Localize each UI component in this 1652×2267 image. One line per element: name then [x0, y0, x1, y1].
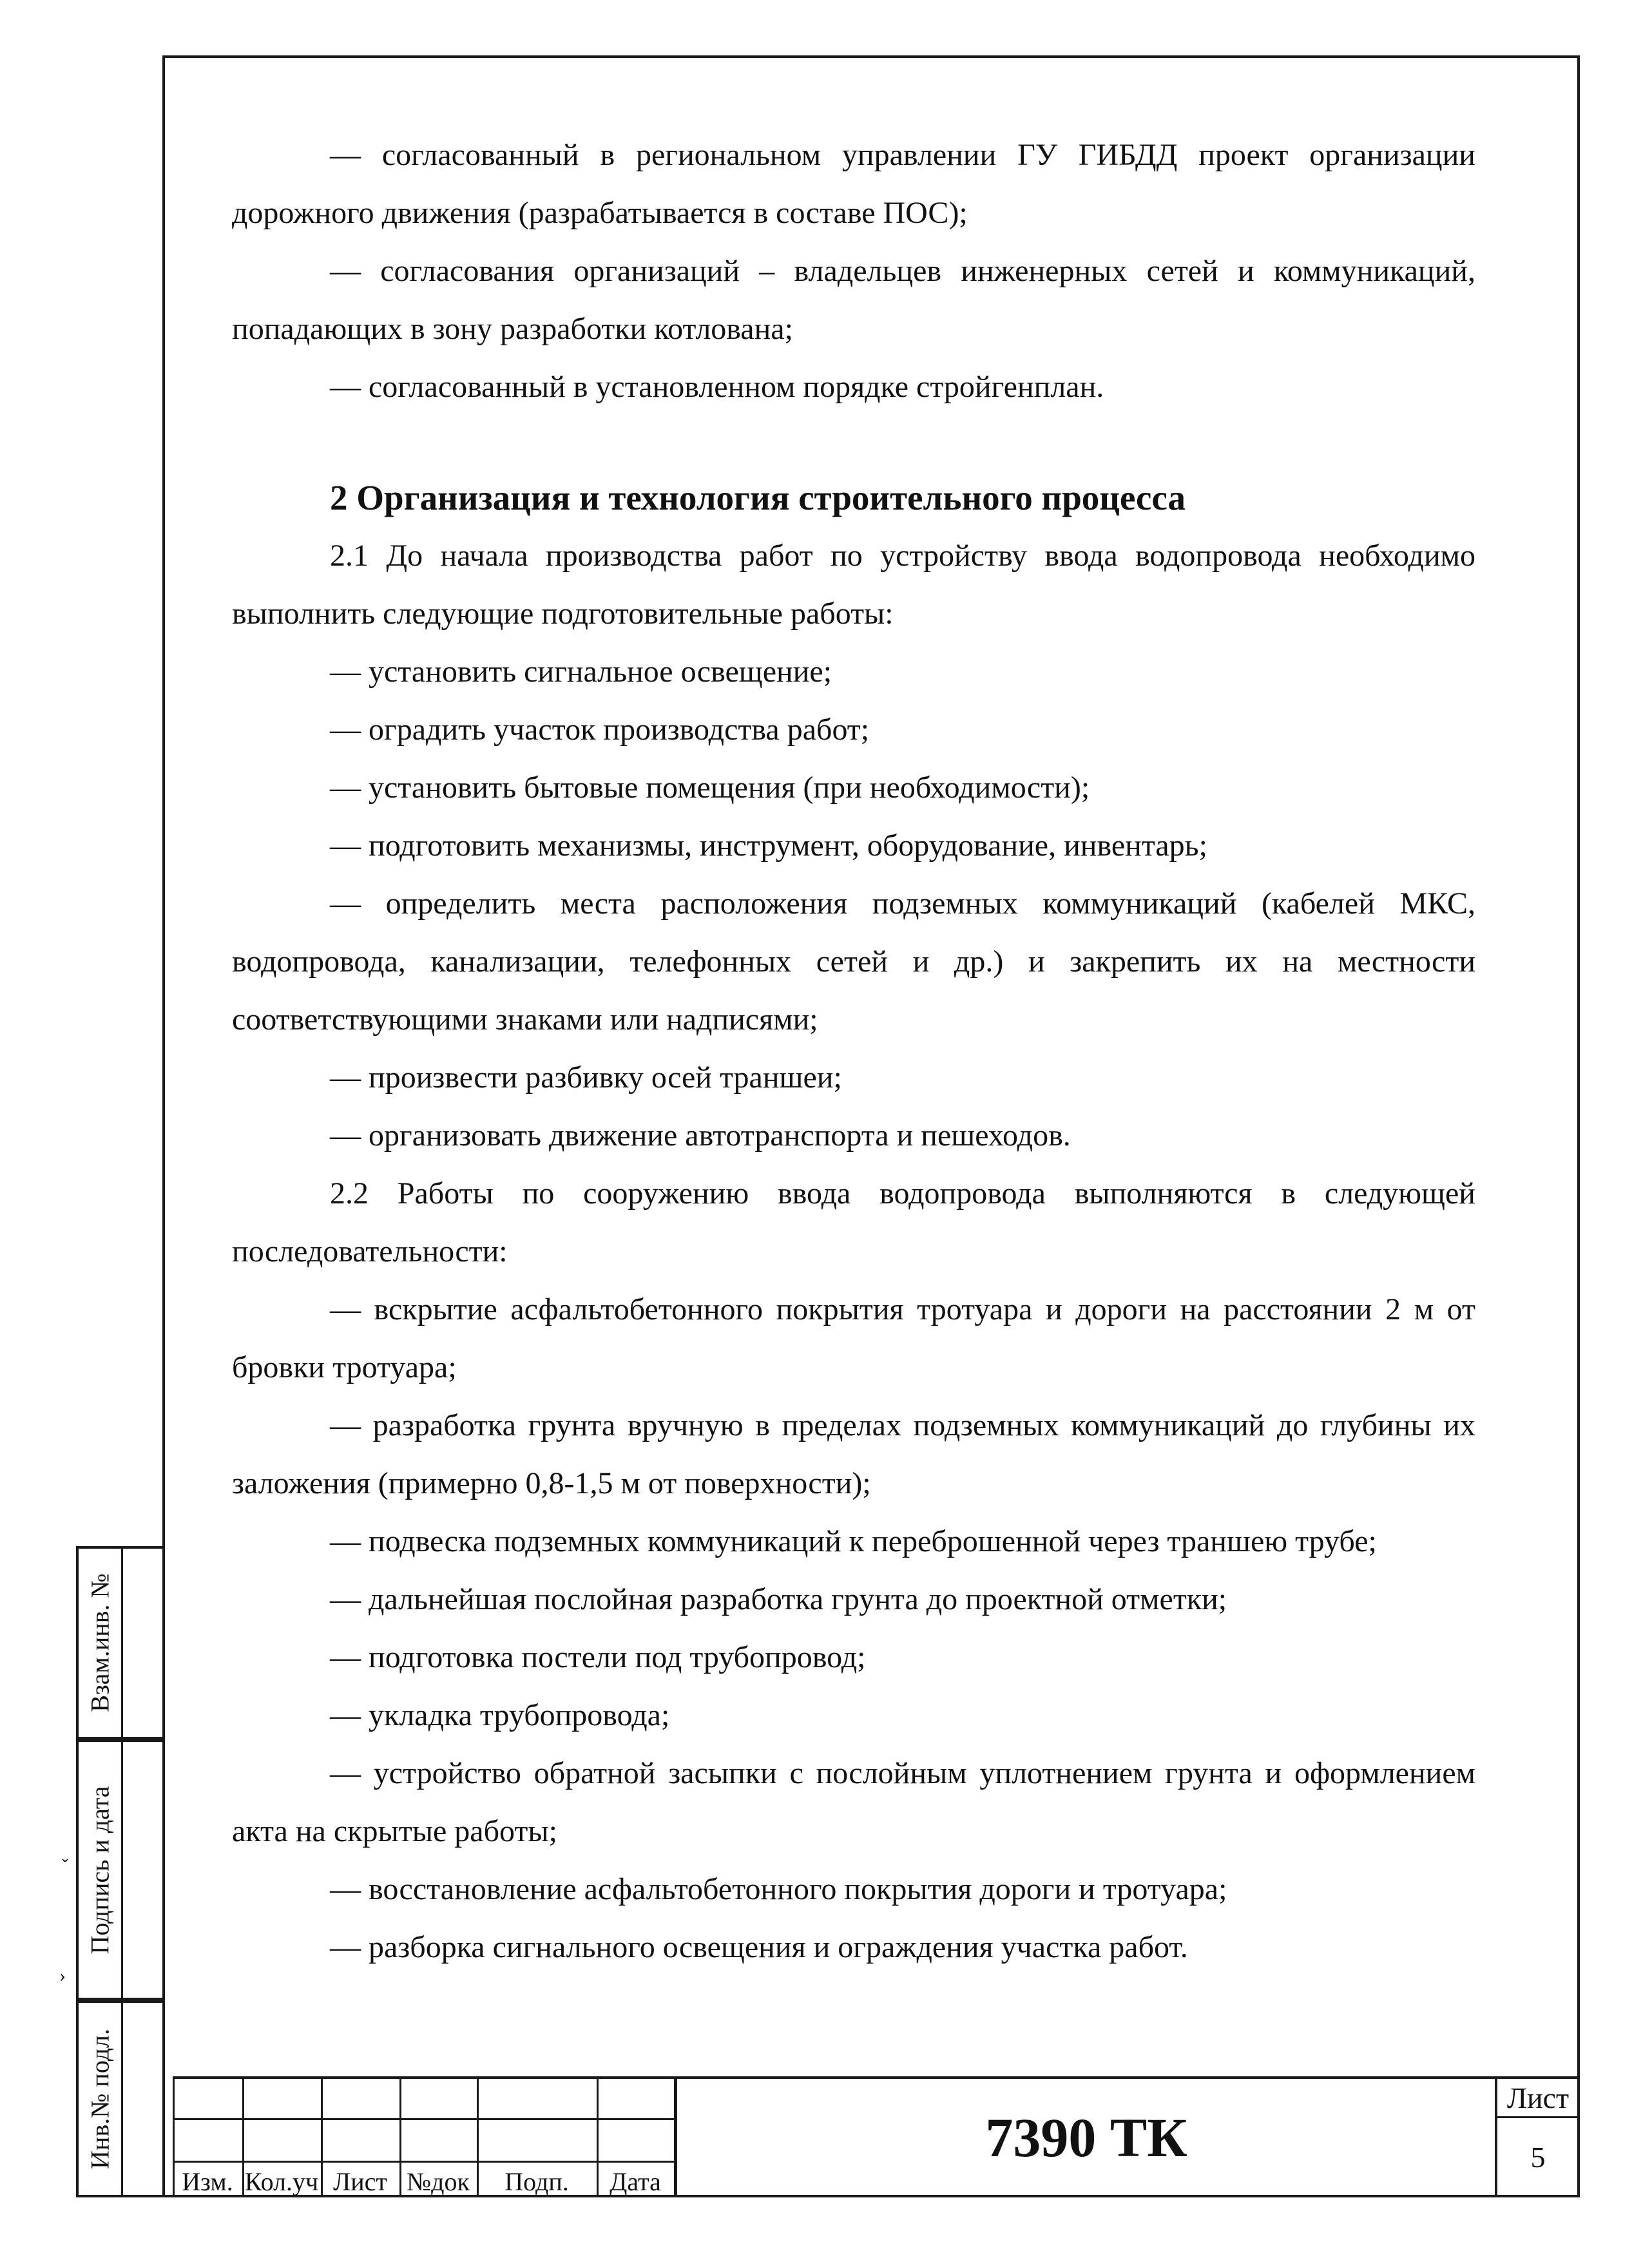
prep-item: — установить бытовые помещения (при необходимости);	[330, 770, 1090, 805]
side-label-sign-date: Подпись и дата	[85, 1785, 115, 1955]
intro-item: — согласованный в региональном управлении ГУ ГИБДД проект организации дорожного движения (разрабатывается в составе ПОС);	[232, 138, 1475, 230]
prep-item: — оградить участок производства работ;	[330, 713, 870, 747]
side-stamp-inv-orig	[76, 2000, 162, 2197]
prep-item: — организовать движение автотранспорта и пешеходов.	[330, 1118, 1071, 1153]
prep-item: — определить места расположения подземных коммуникаций (кабелей МКС, водопровода, канализации, телефонных сетей и др.) и закрепить их на местности соответствующими знаками или надписями;	[232, 886, 1475, 1037]
prep-item: — установить сигнальное освещение;	[330, 655, 832, 689]
sequence-item: — устройство обратной засыпки с послойным уплотнением грунта и оформлением акта на скрытые работы;	[232, 1756, 1475, 1848]
header-sheet: Лист	[333, 2167, 387, 2196]
document-code: 7390 ТК	[985, 2107, 1187, 2168]
header-change: Изм.	[182, 2167, 233, 2196]
intro-item: — согласования организаций – владельцев инженерных сетей и коммуникаций, попадающих в зону разработки котлована;	[232, 254, 1475, 346]
side-stamp-sign-date	[76, 1739, 162, 2000]
header-count: Кол.уч	[244, 2167, 319, 2196]
sequence-item: — укладка трубопровода;	[330, 1698, 670, 1732]
side-stamp-replace-inv	[76, 1546, 162, 1739]
side-label-inv-orig: Инв.№ подл.	[85, 2029, 115, 2169]
document-body	[232, 126, 1475, 1976]
header-signature: Подп.	[504, 2167, 569, 2196]
sequence-item: — разборка сигнального освещения и ограждения участка работ.	[330, 1930, 1188, 1964]
intro-item: — согласованный в установленном порядке стройгенплан.	[330, 370, 1104, 404]
sheet-label: Лист	[1496, 2080, 1580, 2118]
title-block-grid	[173, 2078, 677, 2197]
header-date: Дата	[610, 2167, 661, 2196]
header-doc-number: №док	[407, 2167, 470, 2196]
section-title: 2 Организация и технология строительного процесса	[330, 478, 1186, 517]
sequence-item: — дальнейшая послойная разработка грунта до проектной отметки;	[330, 1582, 1227, 1616]
sheet-number: 5	[1530, 2141, 1546, 2174]
prep-item: — подготовить механизмы, инструмент, оборудование, инвентарь;	[330, 828, 1207, 863]
sequence-item: — подвеска подземных коммуникаций к переброшенной через траншею трубе;	[330, 1524, 1377, 1558]
scan-mark: ›	[59, 1965, 66, 1986]
prep-item: — произвести разбивку осей траншеи;	[330, 1060, 842, 1095]
side-label-replace-inv: Взам.инв. №	[85, 1573, 115, 1712]
sequence-item: — подготовка постели под трубопровод;	[330, 1640, 866, 1674]
paragraph-2-2: 2.2 Работы по сооружению ввода водопровода выполняются в следующей последовательности:	[232, 1176, 1475, 1268]
paragraph-2-1: 2.1 До начала производства работ по устройству ввода водопровода необходимо выполнить следующие подготовительные работы:	[232, 539, 1475, 631]
sequence-item: — разработка грунта вручную в пределах подземных коммуникаций до глубины их заложения (примерно 0,8-1,5 м от поверхности);	[232, 1408, 1475, 1500]
sequence-item: — вскрытие асфальтобетонного покрытия тротуара и дороги на расстоянии 2 м от бровки тротуара;	[232, 1292, 1475, 1384]
scan-mark: ˇ	[62, 1855, 68, 1877]
sequence-item: — восстановление асфальтобетонного покрытия дороги и тротуара;	[330, 1872, 1227, 1906]
